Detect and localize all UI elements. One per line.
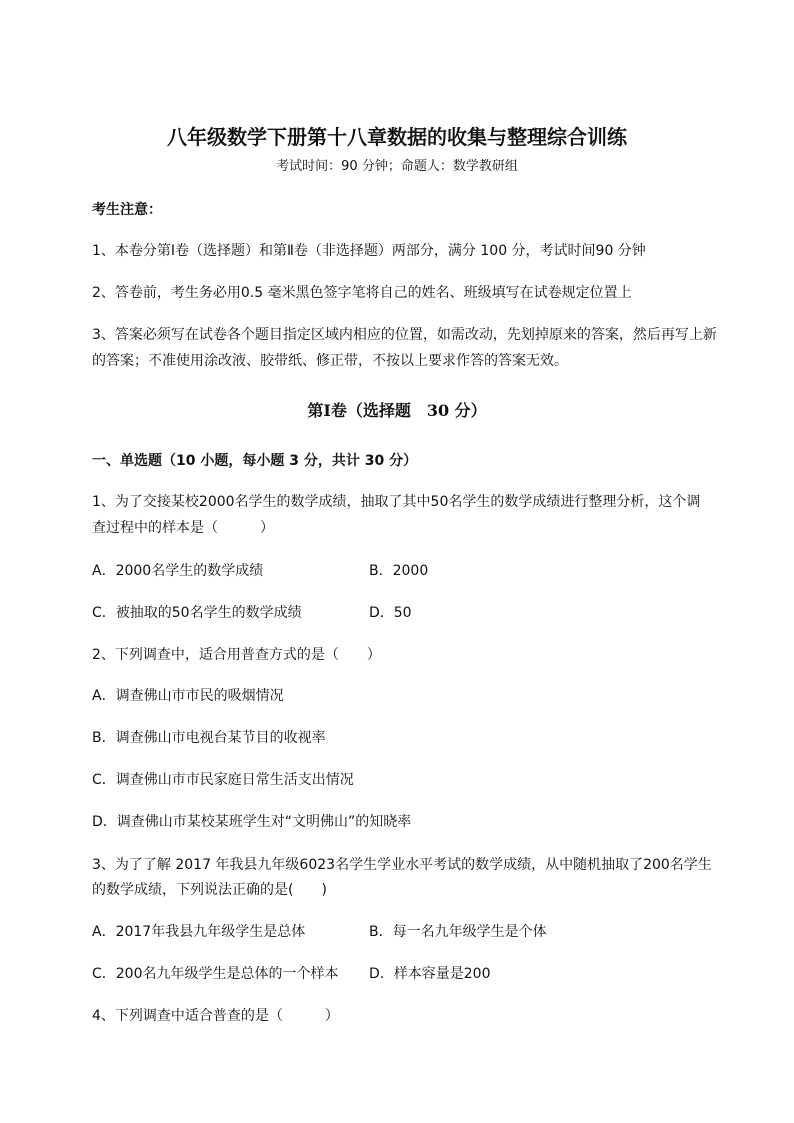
exam-info: 考试时间：90 分钟；命题人：数学教研组 (276, 159, 518, 174)
question-1-stem-continued: 查过程中的样本是（ ） (92, 520, 274, 536)
question-1-option-b: B．2000 (369, 563, 429, 579)
question-3-option-b: B．每一名九年级学生是个体 (369, 924, 547, 940)
question-4-stem: 4、下列调查中适合普查的是（ ） (92, 1008, 339, 1024)
question-3-option-d: D．样本容量是200 (369, 966, 491, 982)
page-title: 八年级数学下册第十八章数据的收集与整理综合训练 (167, 125, 627, 149)
section-heading: 一、单选题（10 小题，每小题 3 分，共计 30 分） (92, 453, 418, 469)
question-3-option-c: C．200名九年级学生是总体的一个样本 (92, 966, 339, 982)
question-1-option-a: A．2000名学生的数学成绩 (92, 563, 264, 579)
question-2-option-b: B．调查佛山市电视台某节目的收视率 (92, 730, 326, 746)
notice-item-3: 3、答案必须写在试卷各个题目指定区域内相应的位置，如需改动，先划掉原来的答案，然后再写上新 (92, 327, 717, 343)
question-3-stem-continued: 的数学成绩，下列说法正确的是( ) (92, 882, 327, 898)
notice-item-3-continued: 的答案；不准使用涂改液、胶带纸、修正带，不按以上要求作答的答案无效。 (92, 353, 568, 369)
question-3-option-a: A．2017年我县九年级学生是总体 (92, 924, 306, 940)
question-3-stem: 3、为了了解 2017 年我县九年级6023名学生学业水平考试的数学成绩，从中随机抽取了200名学生 (92, 857, 712, 873)
question-2-stem: 2、下列调查中，适合用普查方式的是（ ） (92, 647, 381, 663)
notice-item-2: 2、答卷前，考生务必用0.5 毫米黑色签字笔将自己的姓名、班级填写在试卷规定位置上 (92, 285, 632, 301)
notice-item-1: 1、本卷分第Ⅰ卷（选择题）和第Ⅱ卷（非选择题）两部分，满分 100 分，考试时间90 分钟 (92, 243, 646, 259)
question-1-option-d: D．50 (369, 605, 412, 621)
question-1-option-c: C．被抽取的50名学生的数学成绩 (92, 605, 302, 621)
question-2-option-c: C．调查佛山市市民家庭日常生活支出情况 (92, 772, 354, 788)
notice-heading: 考生注意： (92, 202, 162, 218)
question-1-stem: 1、为了交接某校2000名学生的数学成绩，抽取了其中50名学生的数学成绩进行整理分析，这个调 (92, 494, 701, 510)
question-2-option-d: D．调查佛山市某校某班学生对“文明佛山”的知晓率 (92, 814, 412, 830)
question-2-option-a: A．调查佛山市市民的吸烟情况 (92, 688, 284, 704)
part1-title: 第Ⅰ卷（选择题 30 分） (307, 401, 487, 420)
